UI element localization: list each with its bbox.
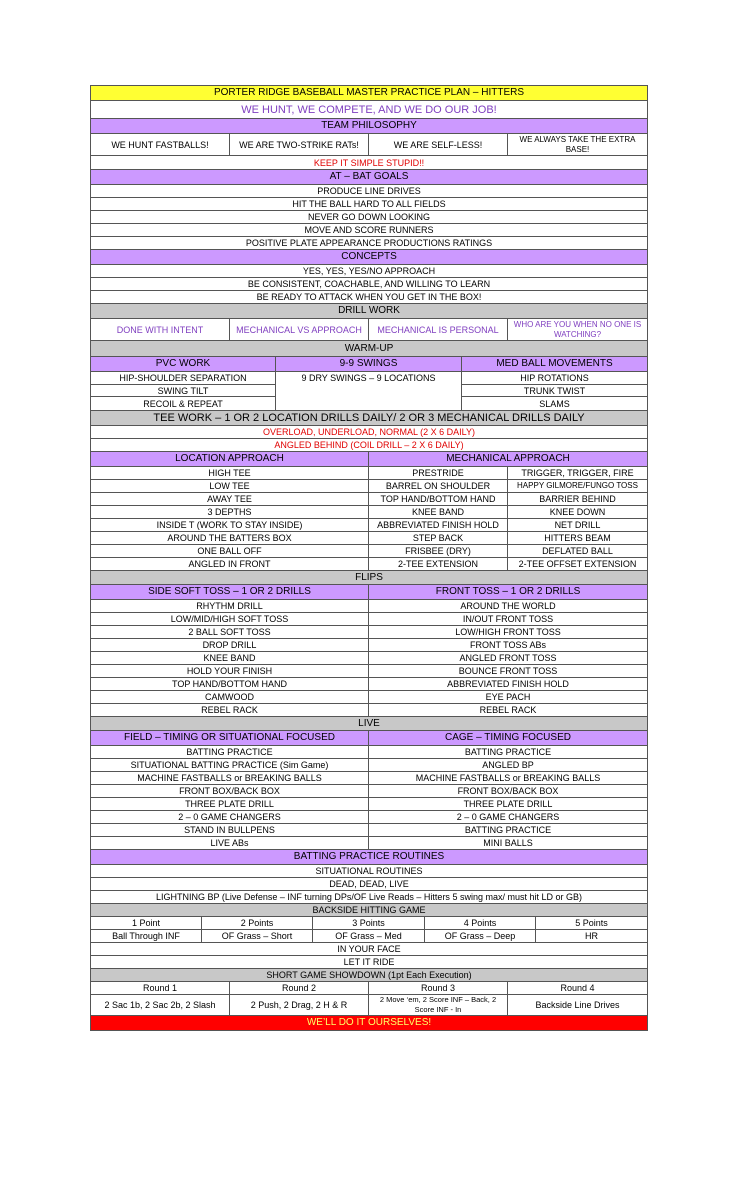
mechanical-drill: 2-TEE EXTENSION <box>369 558 508 570</box>
backside-points: 5 Points <box>536 917 648 929</box>
round-detail: Backside Line Drives <box>508 995 648 1015</box>
short-game-header: SHORT GAME SHOWDOWN (1pt Each Execution) <box>91 969 648 981</box>
side-toss-drill: KNEE BAND <box>91 652 369 664</box>
mechanical-drill: BARREL ON SHOULDER <box>369 480 508 492</box>
side-toss-header: SIDE SOFT TOSS – 1 OR 2 DRILLS <box>91 585 369 599</box>
bp-routine-item: DEAD, DEAD, LIVE <box>91 878 648 890</box>
drill-work-items-row <box>91 319 648 341</box>
side-toss-drill: TOP HAND/BOTTOM HAND <box>91 678 369 690</box>
footer-text: WE’LL DO IT OURSELVES! <box>91 1016 648 1030</box>
practice-plan-sheet <box>90 85 648 1031</box>
mechanical-drill: 2-TEE OFFSET EXTENSION <box>508 558 648 570</box>
footer-row <box>91 1016 648 1031</box>
round-label: Round 2 <box>230 982 369 994</box>
field-drill: SITUATIONAL BATTING PRACTICE (Sim Game) <box>91 759 369 771</box>
live-table <box>91 746 648 850</box>
drill-work-item: WHO ARE YOU WHEN NO ONE IS WATCHING? <box>508 319 648 340</box>
goals-header-row <box>91 170 648 185</box>
round-detail: 2 Sac 1b, 2 Sac 2b, 2 Slash <box>91 995 230 1015</box>
side-toss-drill: HOLD YOUR FINISH <box>91 665 369 677</box>
tee-work-note: ANGLED BEHIND (COIL DRILL – 2 X 6 DAILY) <box>91 439 648 451</box>
warmup-subheaders-row <box>91 357 648 372</box>
tee-work-header: TEE WORK – 1 OR 2 LOCATION DRILLS DAILY/ 2 OR 3 MECHANICAL DRILLS DAILY <box>91 411 648 425</box>
goal-item: MOVE AND SCORE RUNNERS <box>91 224 648 236</box>
cage-drill: 2 – 0 GAME CHANGERS <box>369 811 648 823</box>
location-drill: LOW TEE <box>91 480 369 492</box>
tee-subheaders-row <box>91 452 648 467</box>
title-row <box>91 86 648 101</box>
warmup-body-row <box>91 372 648 411</box>
mechanical-drill: PRESTRIDE <box>369 467 508 479</box>
location-drill: INSIDE T (WORK TO STAY INSIDE) <box>91 519 369 531</box>
short-game-details-row <box>91 995 648 1016</box>
table-row <box>91 652 648 665</box>
backside-results-row <box>91 930 648 943</box>
cage-header: CAGE – TIMING FOCUSED <box>369 731 648 745</box>
drill-work-item: MECHANICAL IS PERSONAL <box>369 319 508 340</box>
mechanical-drill: BARRIER BEHIND <box>508 493 648 505</box>
drill-work-header: DRILL WORK <box>91 304 648 318</box>
backside-extra: LET IT RIDE <box>91 956 648 968</box>
mechanical-drill: STEP BACK <box>369 532 508 544</box>
side-toss-drill: DROP DRILL <box>91 639 369 651</box>
front-toss-header: FRONT TOSS – 1 OR 2 DRILLS <box>369 585 648 599</box>
round-label: Round 3 <box>369 982 508 994</box>
backside-result: HR <box>536 930 648 942</box>
backside-header: BACKSIDE HITTING GAME <box>91 904 648 916</box>
drill-work-item: MECHANICAL VS APPROACH <box>230 319 369 340</box>
bp-routine-item: SITUATIONAL ROUTINES <box>91 865 648 877</box>
drill-work-header-row <box>91 304 648 319</box>
backside-points-row <box>91 917 648 930</box>
philosophy-item: WE ARE TWO-STRIKE RATs! <box>230 134 369 155</box>
drill-work-item: DONE WITH INTENT <box>91 319 230 340</box>
front-toss-drill: REBEL RACK <box>369 704 648 716</box>
concepts-header: CONCEPTS <box>91 250 648 264</box>
round-label: Round 1 <box>91 982 230 994</box>
pvc-item: SWING TILT <box>91 385 276 398</box>
table-row <box>91 665 648 678</box>
round-detail: 2 Push, 2 Drag, 2 H & R <box>230 995 369 1015</box>
front-toss-drill: ABBREVIATED FINISH HOLD <box>369 678 648 690</box>
table-row <box>91 759 648 772</box>
mechanical-drill: HITTERS BEAM <box>508 532 648 544</box>
table-row <box>91 519 648 532</box>
med-ball-item: HIP ROTATIONS <box>462 372 648 385</box>
location-drill: ANGLED IN FRONT <box>91 558 369 570</box>
flips-header: FLIPS <box>91 571 648 584</box>
philosophy-header: TEAM PHILOSOPHY <box>91 119 648 133</box>
table-row <box>91 600 648 613</box>
field-header: FIELD – TIMING OR SITUATIONAL FOCUSED <box>91 731 369 745</box>
mechanical-drill: TOP HAND/BOTTOM HAND <box>369 493 508 505</box>
mechanical-drill: KNEE BAND <box>369 506 508 518</box>
pvc-header: PVC WORK <box>91 357 276 371</box>
pvc-item: HIP-SHOULDER SEPARATION <box>91 372 276 385</box>
field-drill: FRONT BOX/BACK BOX <box>91 785 369 797</box>
table-row <box>91 798 648 811</box>
short-game-rounds-row <box>91 982 648 995</box>
side-toss-drill: REBEL RACK <box>91 704 369 716</box>
table-row <box>91 480 648 493</box>
side-toss-drill: LOW/MID/HIGH SOFT TOSS <box>91 613 369 625</box>
table-row <box>91 467 648 480</box>
tagline-row <box>91 156 648 170</box>
table-row <box>91 532 648 545</box>
tee-work-note: OVERLOAD, UNDERLOAD, NORMAL (2 X 6 DAILY) <box>91 426 648 438</box>
table-row <box>91 545 648 558</box>
warmup-header: WARM-UP <box>91 341 648 356</box>
backside-points: 3 Points <box>313 917 425 929</box>
philosophy-header-row <box>91 119 648 134</box>
cage-drill: FRONT BOX/BACK BOX <box>369 785 648 797</box>
bp-routine-item: LIGHTNING BP (Live Defense – INF turning DPs/OF Live Reads – Hitters 5 swing max/ must hit LD or GB) <box>91 891 648 903</box>
location-drill: 3 DEPTHS <box>91 506 369 518</box>
mechanical-drill: KNEE DOWN <box>508 506 648 518</box>
philosophy-item: WE ALWAYS TAKE THE EXTRA BASE! <box>508 134 648 155</box>
table-row <box>91 746 648 759</box>
table-row <box>91 493 648 506</box>
location-drill: AWAY TEE <box>91 493 369 505</box>
warmup-header-row <box>91 341 648 357</box>
concept-item: BE CONSISTENT, COACHABLE, AND WILLING TO LEARN <box>91 278 648 290</box>
round-label: Round 4 <box>508 982 648 994</box>
page-title: PORTER RIDGE BASEBALL MASTER PRACTICE PLAN – HITTERS <box>91 86 648 100</box>
flips-subheaders-row <box>91 585 648 600</box>
backside-points: 4 Points <box>425 917 536 929</box>
front-toss-drill: ANGLED FRONT TOSS <box>369 652 648 664</box>
goals-header: AT – BAT GOALS <box>91 170 648 184</box>
med-ball-item: TRUNK TWIST <box>462 385 648 398</box>
table-row <box>91 639 648 652</box>
front-toss-drill: LOW/HIGH FRONT TOSS <box>369 626 648 638</box>
cage-drill: ANGLED BP <box>369 759 648 771</box>
goal-item: PRODUCE LINE DRIVES <box>91 185 648 197</box>
table-row <box>91 837 648 850</box>
front-toss-drill: FRONT TOSS ABs <box>369 639 648 651</box>
cage-drill: BATTING PRACTICE <box>369 746 648 758</box>
live-header: LIVE <box>91 717 648 730</box>
philosophy-item: WE ARE SELF-LESS! <box>369 134 508 155</box>
front-toss-drill: IN/OUT FRONT TOSS <box>369 613 648 625</box>
tee-work-header-row <box>91 411 648 426</box>
field-drill: MACHINE FASTBALLS or BREAKING BALLS <box>91 772 369 784</box>
location-drill: AROUND THE BATTERS BOX <box>91 532 369 544</box>
backside-points: 2 Points <box>202 917 313 929</box>
mechanical-drill: DEFLATED BALL <box>508 545 648 557</box>
concept-item: YES, YES, YES/NO APPROACH <box>91 265 648 277</box>
backside-result: OF Grass – Med <box>313 930 425 942</box>
swings-header: 9-9 SWINGS <box>276 357 462 371</box>
flips-header-row <box>91 571 648 585</box>
short-game-header-row <box>91 969 648 982</box>
med-ball-header: MED BALL MOVEMENTS <box>462 357 648 371</box>
table-row <box>91 824 648 837</box>
goal-item: POSITIVE PLATE APPEARANCE PRODUCTIONS RATINGS <box>91 237 648 249</box>
field-drill: STAND IN BULLPENS <box>91 824 369 836</box>
mechanical-drill: NET DRILL <box>508 519 648 531</box>
side-toss-drill: CAMWOOD <box>91 691 369 703</box>
mechanical-drill: HAPPY GILMORE/FUNGO TOSS <box>508 480 648 492</box>
table-row <box>91 626 648 639</box>
pvc-item: RECOIL & REPEAT <box>91 397 276 410</box>
location-drill: HIGH TEE <box>91 467 369 479</box>
location-drill: ONE BALL OFF <box>91 545 369 557</box>
concept-item: BE READY TO ATTACK WHEN YOU GET IN THE BOX! <box>91 291 648 303</box>
table-row <box>91 772 648 785</box>
field-drill: BATTING PRACTICE <box>91 746 369 758</box>
flips-table <box>91 600 648 717</box>
table-row <box>91 613 648 626</box>
backside-result: Ball Through INF <box>91 930 202 942</box>
front-toss-drill: EYE PACH <box>369 691 648 703</box>
backside-result: OF Grass – Deep <box>425 930 536 942</box>
field-drill: THREE PLATE DRILL <box>91 798 369 810</box>
goal-item: NEVER GO DOWN LOOKING <box>91 211 648 223</box>
location-approach-header: LOCATION APPROACH <box>91 452 369 466</box>
bp-routines-header-row <box>91 850 648 865</box>
table-row <box>91 704 648 717</box>
swings-text: 9 DRY SWINGS – 9 LOCATIONS <box>276 372 462 410</box>
backside-result: OF Grass – Short <box>202 930 313 942</box>
table-row <box>91 785 648 798</box>
mechanical-drill: TRIGGER, TRIGGER, FIRE <box>508 467 648 479</box>
field-drill: LIVE ABs <box>91 837 369 849</box>
med-ball-item: SLAMS <box>462 397 648 410</box>
live-subheaders-row <box>91 731 648 746</box>
front-toss-drill: BOUNCE FRONT TOSS <box>369 665 648 677</box>
tee-work-table <box>91 467 648 571</box>
philosophy-items-row <box>91 134 648 156</box>
concepts-header-row <box>91 250 648 265</box>
table-row <box>91 811 648 824</box>
table-row <box>91 506 648 519</box>
philosophy-tagline: KEEP IT SIMPLE STUPID!! <box>91 156 648 169</box>
front-toss-drill: AROUND THE WORLD <box>369 600 648 612</box>
mechanical-approach-header: MECHANICAL APPROACH <box>369 452 648 466</box>
table-row <box>91 691 648 704</box>
bp-routines-header: BATTING PRACTICE ROUTINES <box>91 850 648 864</box>
field-drill: 2 – 0 GAME CHANGERS <box>91 811 369 823</box>
cage-drill: MACHINE FASTBALLS or BREAKING BALLS <box>369 772 648 784</box>
goal-item: HIT THE BALL HARD TO ALL FIELDS <box>91 198 648 210</box>
round-detail: 2 Move ‘em, 2 Score INF – Back, 2 Score INF - In <box>369 995 508 1015</box>
philosophy-item: WE HUNT FASTBALLS! <box>91 134 230 155</box>
motto-row <box>91 101 648 119</box>
backside-points: 1 Point <box>91 917 202 929</box>
mechanical-drill: ABBREVIATED FINISH HOLD <box>369 519 508 531</box>
cage-drill: THREE PLATE DRILL <box>369 798 648 810</box>
table-row <box>91 678 648 691</box>
side-toss-drill: 2 BALL SOFT TOSS <box>91 626 369 638</box>
table-row <box>91 558 648 571</box>
motto: WE HUNT, WE COMPETE, AND WE DO OUR JOB! <box>91 101 648 118</box>
mechanical-drill: FRISBEE (DRY) <box>369 545 508 557</box>
side-toss-drill: RHYTHM DRILL <box>91 600 369 612</box>
cage-drill: BATTING PRACTICE <box>369 824 648 836</box>
cage-drill: MINI BALLS <box>369 837 648 849</box>
backside-extra: IN YOUR FACE <box>91 943 648 955</box>
live-header-row <box>91 717 648 731</box>
backside-header-row <box>91 904 648 917</box>
